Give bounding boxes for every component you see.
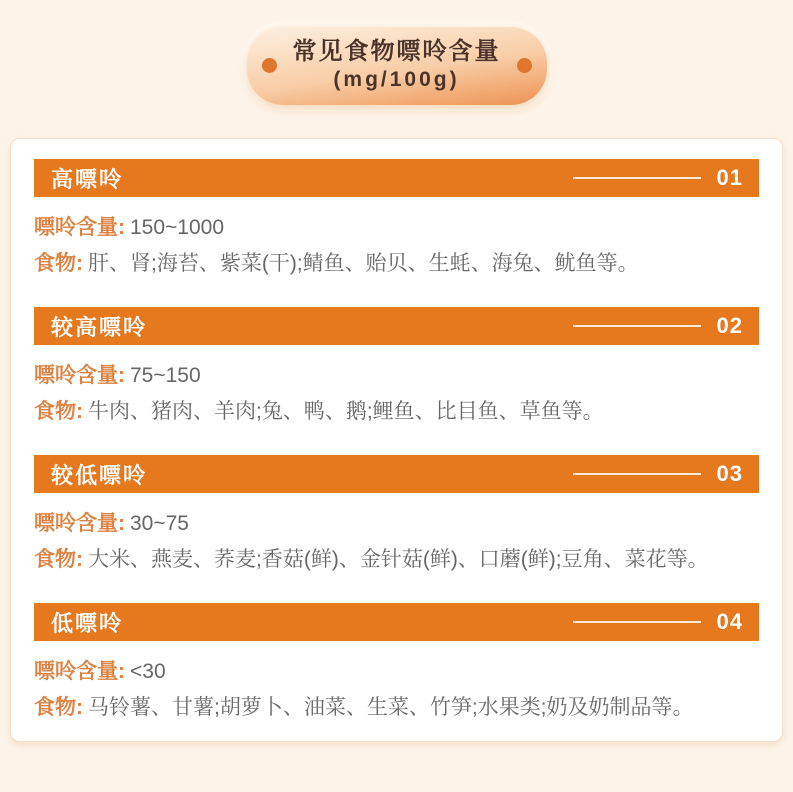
left-dot-icon <box>262 58 277 73</box>
section-title: 较低嘌呤 <box>51 462 148 488</box>
section-title: 低嘌呤 <box>51 610 124 636</box>
purine-row <box>34 507 759 541</box>
divider-line <box>573 325 701 327</box>
purine-row <box>34 359 759 393</box>
section-number: 01 <box>716 165 743 190</box>
section-number: 02 <box>716 313 743 338</box>
purine-row <box>34 655 759 689</box>
divider-line <box>573 177 701 179</box>
header-badge <box>247 27 547 105</box>
section-higher-purine <box>34 307 759 429</box>
page-title: 常见食物嘌呤含量 <box>292 38 501 65</box>
section-low-purine <box>34 603 759 725</box>
purine-value: <30 <box>130 660 166 683</box>
right-dot-icon <box>517 58 532 73</box>
purine-value: 30~75 <box>130 512 189 535</box>
purine-value: 150~1000 <box>130 216 225 239</box>
section-header-bar <box>34 603 759 641</box>
page-subtitle: (mg/100g) <box>333 68 460 91</box>
food-label: 食物: <box>34 548 83 571</box>
purine-label: 嘌呤含量: <box>34 216 125 239</box>
section-header-bar <box>34 307 759 345</box>
food-row <box>34 691 759 725</box>
food-row <box>34 247 759 281</box>
food-row <box>34 395 759 429</box>
purine-label: 嘌呤含量: <box>34 660 125 683</box>
food-row <box>34 543 759 577</box>
section-header-bar <box>34 159 759 197</box>
food-value: 马铃薯、甘薯;胡萝卜、油菜、生菜、竹笋;水果类;奶及奶制品等。 <box>88 696 694 719</box>
header-area <box>0 0 793 105</box>
food-label: 食物: <box>34 400 83 423</box>
food-value: 肝、肾;海苔、紫菜(干);鲭鱼、贻贝、生蚝、海兔、鱿鱼等。 <box>88 252 639 275</box>
divider-line <box>573 473 701 475</box>
purine-row <box>34 211 759 245</box>
section-number: 04 <box>716 609 743 634</box>
content-card <box>10 138 783 742</box>
section-number: 03 <box>716 461 743 486</box>
section-title: 高嘌呤 <box>51 166 124 192</box>
purine-label: 嘌呤含量: <box>34 512 125 535</box>
section-high-purine <box>34 159 759 281</box>
food-label: 食物: <box>34 696 83 719</box>
food-label: 食物: <box>34 252 83 275</box>
section-title: 较高嘌呤 <box>51 314 148 340</box>
divider-line <box>573 621 701 623</box>
food-value: 大米、燕麦、荞麦;香菇(鲜)、金针菇(鲜)、口蘑(鲜);豆角、菜花等。 <box>88 548 709 571</box>
section-header-bar <box>34 455 759 493</box>
section-lower-purine <box>34 455 759 577</box>
purine-value: 75~150 <box>130 364 201 387</box>
food-value: 牛肉、猪肉、羊肉;兔、鸭、鹅;鲤鱼、比目鱼、草鱼等。 <box>88 400 604 423</box>
purine-label: 嘌呤含量: <box>34 364 125 387</box>
